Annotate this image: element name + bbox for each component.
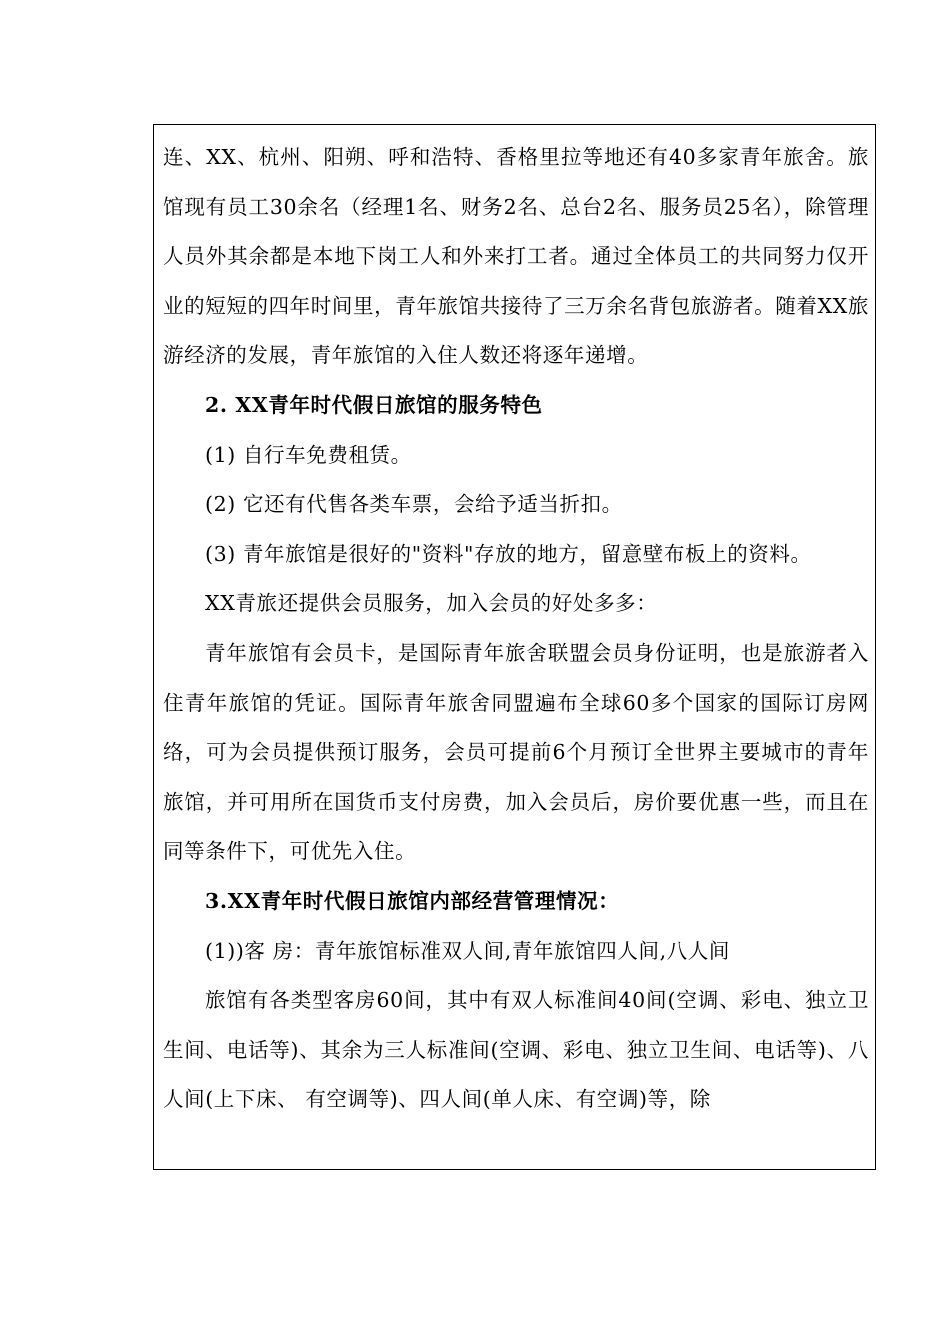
- document-table-cell: [153, 124, 876, 1170]
- list-item: (2) 它还有代售各类车票，会给予适当折扣。: [205, 492, 623, 517]
- body-paragraph: 连、XX、杭州、阳朔、呼和浩特、香格里拉等地还有40多家青年旅舍。旅馆现有员工30余名（经理1名、财务2名、总台2名、服务员25名），除管理人员外其余都是本地下岗工人和外来打工者。通过全体员工的共同努力仅开业的短短的四年时间里，青年旅馆共接待了三万余名背包旅游者。随着XX旅游经济的发展，青年旅馆的入住人数还将逐年递增。: [163, 145, 869, 368]
- list-item: (1) 自行车免费租赁。: [205, 442, 412, 467]
- body-paragraph: XX青旅还提供会员服务，加入会员的好处多多：: [205, 591, 658, 616]
- body-paragraph: 青年旅馆有会员卡，是国际青年旅舍联盟会员身份证明，也是旅游者入住青年旅馆的凭证。国际青年旅舍同盟遍布全球60多个国家的国际订房网络，可为会员提供预订服务，会员可提前6个月预订全世界主要城市的青年旅馆，并可用所在国货币支付房费，加入会员后，房价要优惠一些，而且在同等条件下，可优先入住。: [163, 640, 869, 864]
- body-paragraph: 旅馆有各类型客房60间，其中有双人标准间40间(空调、彩电、独立卫生间、电话等)、其余为三人标准间(空调、彩电、独立卫生间、电话等)、八人间(上下床、 有空调等)、四人间(单人床、有空调)等，除: [163, 988, 869, 1112]
- document-body: [163, 133, 869, 1125]
- list-item: (3) 青年旅馆是很好的"资料"存放的地方，留意壁布板上的资料。: [205, 541, 812, 566]
- list-item: (1))客 房：青年旅馆标准双人间,青年旅馆四人间,八人间: [205, 938, 730, 963]
- section-heading: 2. XX青年时代假日旅馆的服务特色: [205, 392, 543, 417]
- section-heading: 3.XX青年时代假日旅馆内部经营管理情况：: [205, 888, 620, 913]
